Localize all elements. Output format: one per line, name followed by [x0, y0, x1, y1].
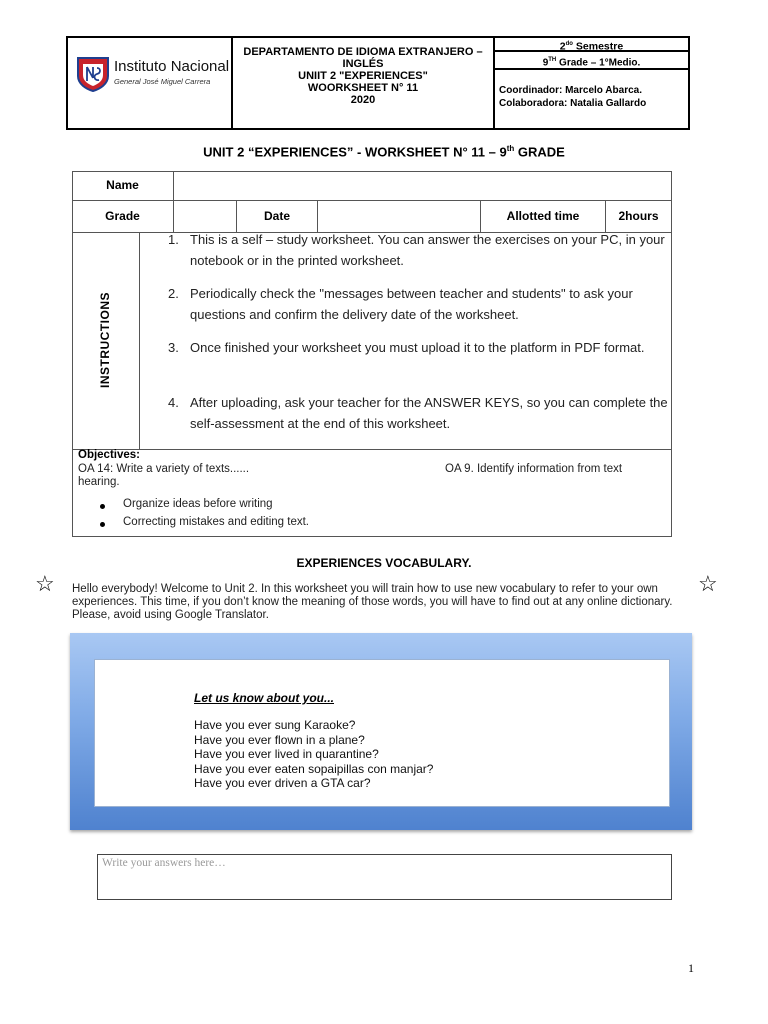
- bullet-icon: [100, 522, 105, 527]
- allotted-time-value: 2hours: [618, 209, 659, 223]
- allotted-time-label: Allotted time: [506, 209, 580, 223]
- question-item: Have you ever driven a GTA car?: [194, 776, 371, 790]
- question-item: Have you ever lived in quarantine?: [194, 747, 379, 761]
- table-border-top: [72, 171, 672, 172]
- instructions-label: INSTRUCTIONS: [98, 292, 112, 388]
- objectives-title: Objectives:: [78, 449, 140, 461]
- dept-line-5: 2020: [350, 94, 376, 106]
- table-border-right: [671, 171, 672, 537]
- questions-panel: [94, 659, 670, 807]
- know-heading: Let us know about you...: [194, 691, 335, 705]
- school-shield-logo: [76, 56, 110, 97]
- answer-placeholder: Write your answers here…: [102, 857, 226, 869]
- table-border-bottom: [72, 536, 672, 537]
- header-table: [66, 36, 690, 130]
- logo-cell: [68, 38, 233, 128]
- table-border: [72, 449, 672, 450]
- question-item: Have you ever eaten sopaipillas con manjar?: [194, 762, 434, 776]
- department-cell: [233, 38, 495, 128]
- star-icon: ☆: [698, 571, 718, 596]
- coordinator-text: Coordinador: Marcelo Abarca.: [499, 85, 642, 96]
- table-border: [173, 171, 174, 233]
- question-item: Have you ever sung Karaoke?: [194, 718, 356, 732]
- school-name: Instituto Nacional: [114, 58, 230, 75]
- instructions-side-cell: [72, 232, 139, 449]
- table-border: [72, 200, 672, 201]
- course-info-cell: [495, 38, 688, 128]
- objective-hearing: hearing.: [78, 476, 120, 488]
- name-field[interactable]: [175, 173, 670, 199]
- dept-line-2: INGLÉS: [342, 58, 384, 70]
- grade-label: Grade: [105, 209, 140, 223]
- page-number: 1: [688, 961, 694, 975]
- vocabulary-title: EXPERIENCES VOCABULARY.: [296, 556, 472, 570]
- vocabulary-intro: Hello everybody! Welcome to Unit 2. In this worksheet you will train how to use new vocabulary to refer to your own experiences. This time, if you don’t know the meaning of those words, you will have to find out at any online dictionary. Please, avoid using Google Translator.: [72, 583, 673, 621]
- table-border: [139, 232, 140, 450]
- objective-oa14: OA 14: Write a variety of texts......: [78, 463, 250, 475]
- question-item: Have you ever flown in a plane?: [194, 733, 365, 747]
- date-field[interactable]: [319, 202, 479, 231]
- grade-field[interactable]: [175, 202, 235, 231]
- star-icon: ☆: [35, 571, 55, 596]
- dept-line-4: WOORKSHEET N° 11: [307, 82, 419, 94]
- worksheet-title: UNIT 2 “EXPERIENCES” - WORKSHEET N° 11 – 9th GRADE: [203, 144, 565, 160]
- grade-info: 9TH Grade – 1°Medio.: [495, 52, 688, 70]
- name-label: Name: [106, 178, 139, 192]
- staff-info: [499, 84, 688, 110]
- bullet-icon: [100, 504, 105, 509]
- dept-line-3: UNIIT 2 "EXPERIENCES": [298, 70, 428, 82]
- semester-label: $2^{do}$ Semestre: [495, 38, 688, 52]
- dept-line-1: DEPARTAMENTO DE IDIOMA EXTRANJERO –: [243, 46, 483, 58]
- collaborator-text: Colaboradora: Natalia Gallardo: [499, 98, 647, 109]
- date-label: Date: [263, 209, 290, 223]
- objective-oa9: OA 9. Identify information from text: [445, 463, 623, 475]
- school-subtitle: General José Miguel Carrera: [114, 77, 211, 86]
